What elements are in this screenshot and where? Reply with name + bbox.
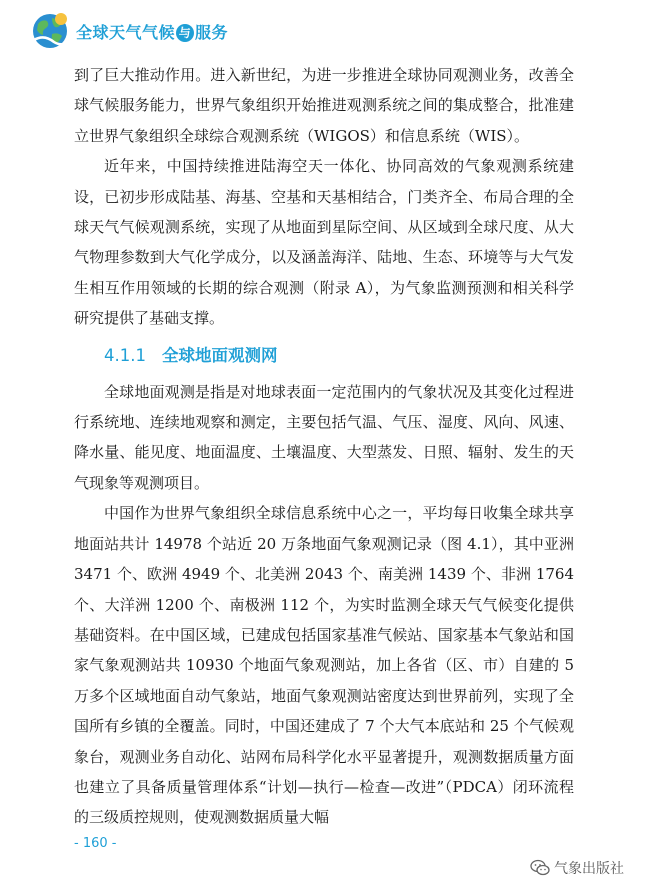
paragraph: 到了巨大推动作用。进入新世纪，为进一步推进全球协同观测业务，改善全球气候服务能力，世界气象组织开始推进观测系统之间的集成整合，批准建立世界气象组织全球综合观测系统（WIGOS）和信息系统（WIS）。 — [74, 66, 574, 145]
section-title: 全球地面观测网 — [161, 345, 278, 365]
main-content — [74, 60, 574, 833]
globe-icon — [30, 10, 70, 50]
wechat-icon — [530, 859, 550, 877]
paragraph: 全球地面观测是指是对地球表面一定范围内的气象状况及其变化过程进行系统地、连续地观察和测定，主要包括气温、气压、湿度、风向、风速、降水量、能见度、地面温度、土壤温度、大型蒸发、日照、辐射、发生的天气现象等观测项目。 — [74, 382, 574, 492]
watermark-text: 气象出版社 — [554, 861, 624, 877]
paragraph: 中国作为世界气象组织全球信息系统中心之一，平均每日收集全球共享地面站共计 14978 个站近 20 万条地面气象观测记录（图 4.1），其中亚洲 3471 个、欧洲 4949 个、北美洲 2043 个、南美洲 1439 个、非洲 1764 个、大洋洲 1200 个、南极洲 112 个，为实时监测全球天气气候变化提供基础资料。在中国区域，已建成包括国家基准气候站、国家基本气象站和国家气象观测站共 10930 个地面气象观测站，加上各省（区、市）自建的 5 万多个区域地面自动气象站，地面气象观测站密度达到世界前列，实现了全国所有乡镇的全覆盖。同时，中国还建成了 7 个大气本底站和 25 个气候观象台，观测业务自动化、站网布局科学化水平显著提升，观测数据质量方面也建立了具备质量管理体系“计划—执行—检查—改进”（PDCA）闭环流程的三级质控规则，使观测数据质量大幅 — [74, 504, 574, 827]
paragraph: 近年来，中国持续推进陆海空天一体化、协同高效的气象观测系统建设，已初步形成陆基、海基、空基和天基相结合，门类齐全、布局合理的全球天气气候观测系统，实现了从地面到星际空间、从区域到全球尺度、从大气物理参数到大气化学成分，以及涵盖海洋、陆地、生态、环境等与大气发生相互作用领域的长期的综合观测（附录 A），为气象监测预测和相关科学研究提供了基础支撑。 — [74, 157, 574, 328]
page-header — [0, 0, 655, 62]
header-title-amp: 与 — [176, 24, 194, 42]
watermark — [530, 858, 624, 878]
section-number: 4.1.1 — [104, 345, 146, 365]
page-number: - 160 - — [74, 836, 117, 851]
header-title-part2: 服务 — [195, 23, 229, 42]
header-title — [76, 20, 228, 43]
section-heading — [104, 343, 574, 369]
header-title-part1: 全球天气气候 — [76, 23, 176, 42]
